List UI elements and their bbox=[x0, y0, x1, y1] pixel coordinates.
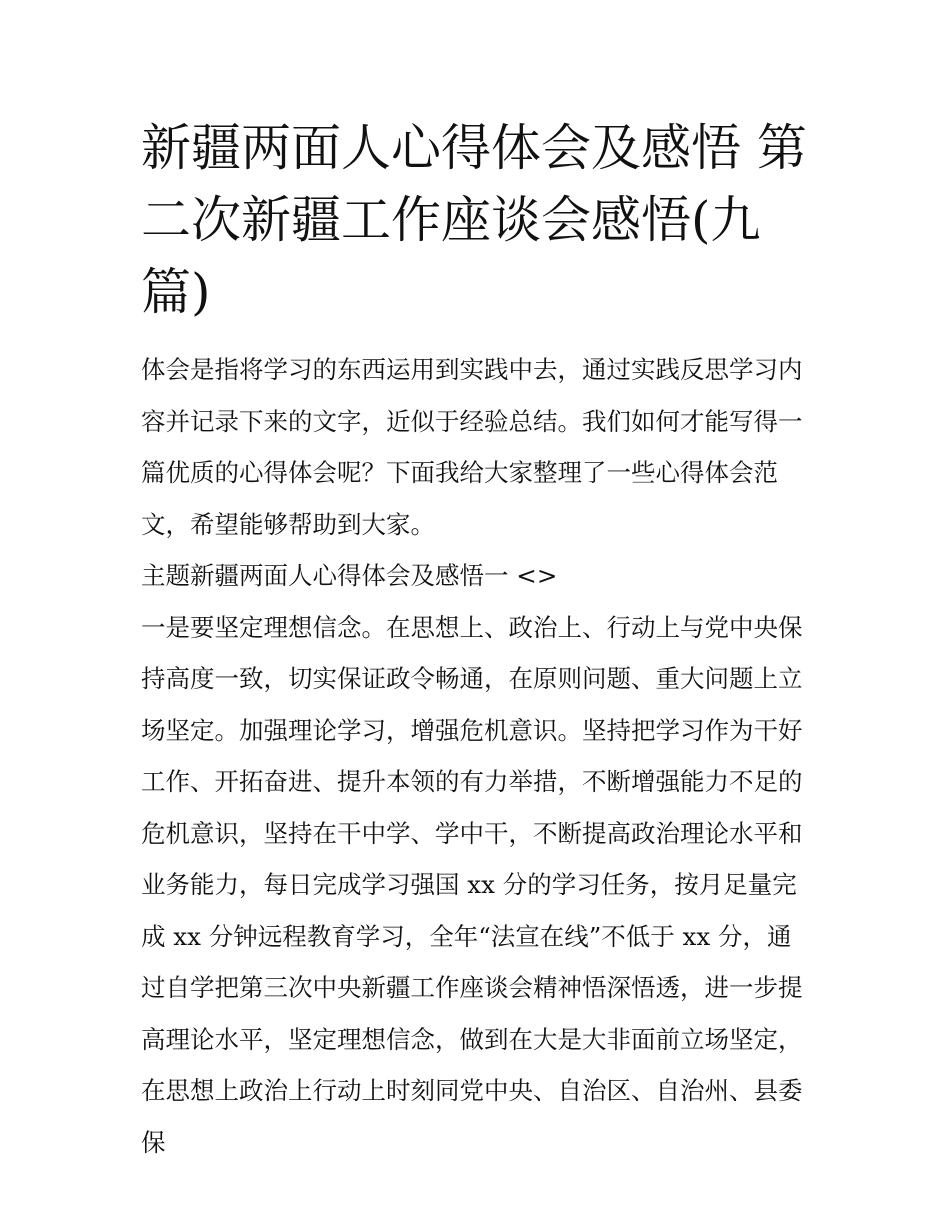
document-title: 新疆两面人心得体会及感悟 第二次新疆工作座谈会感悟(九篇) bbox=[141, 119, 807, 321]
intro-paragraph: 体会是指将学习的东西运用到实践中去，通过实践反思学习内容并记录下来的文字，近似于经验总结。我们如何才能写得一篇优质的心得体会呢？下面我给大家整理了一些心得体会范文，希望能够帮助到大家。 bbox=[141, 355, 803, 539]
section-heading: 主题新疆两面人心得体会及感悟一 <> bbox=[141, 561, 558, 590]
document-body bbox=[141, 344, 813, 1168]
body-paragraph: 一是要坚定理想信念。在思想上、政治上、行动上与党中央保持高度一致，切实保证政令畅通，在原则问题、重大问题上立场坚定。加强理论学习，增强危机意识。坚持把学习作为干好工作、开拓奋进、提升本领的有力举措，不断增强能力不足的危机意识，坚持在干中学、学中干，不断提高政治理论水平和业务能力，每日完成学习强国 xx 分的学习任务，按月足量完成 xx 分钟远程教育学习，全年“法宣在线”不低于 xx 分，通过自学把第三次中央新疆工作座谈会精神悟深悟透，进一步提高理论水平，坚定理想信念，做到在大是大非面前立场坚定，在思想上政治上行动上时刻同党中央、自治区、自治州、县委保 bbox=[141, 612, 803, 1157]
document-content bbox=[141, 112, 813, 1168]
